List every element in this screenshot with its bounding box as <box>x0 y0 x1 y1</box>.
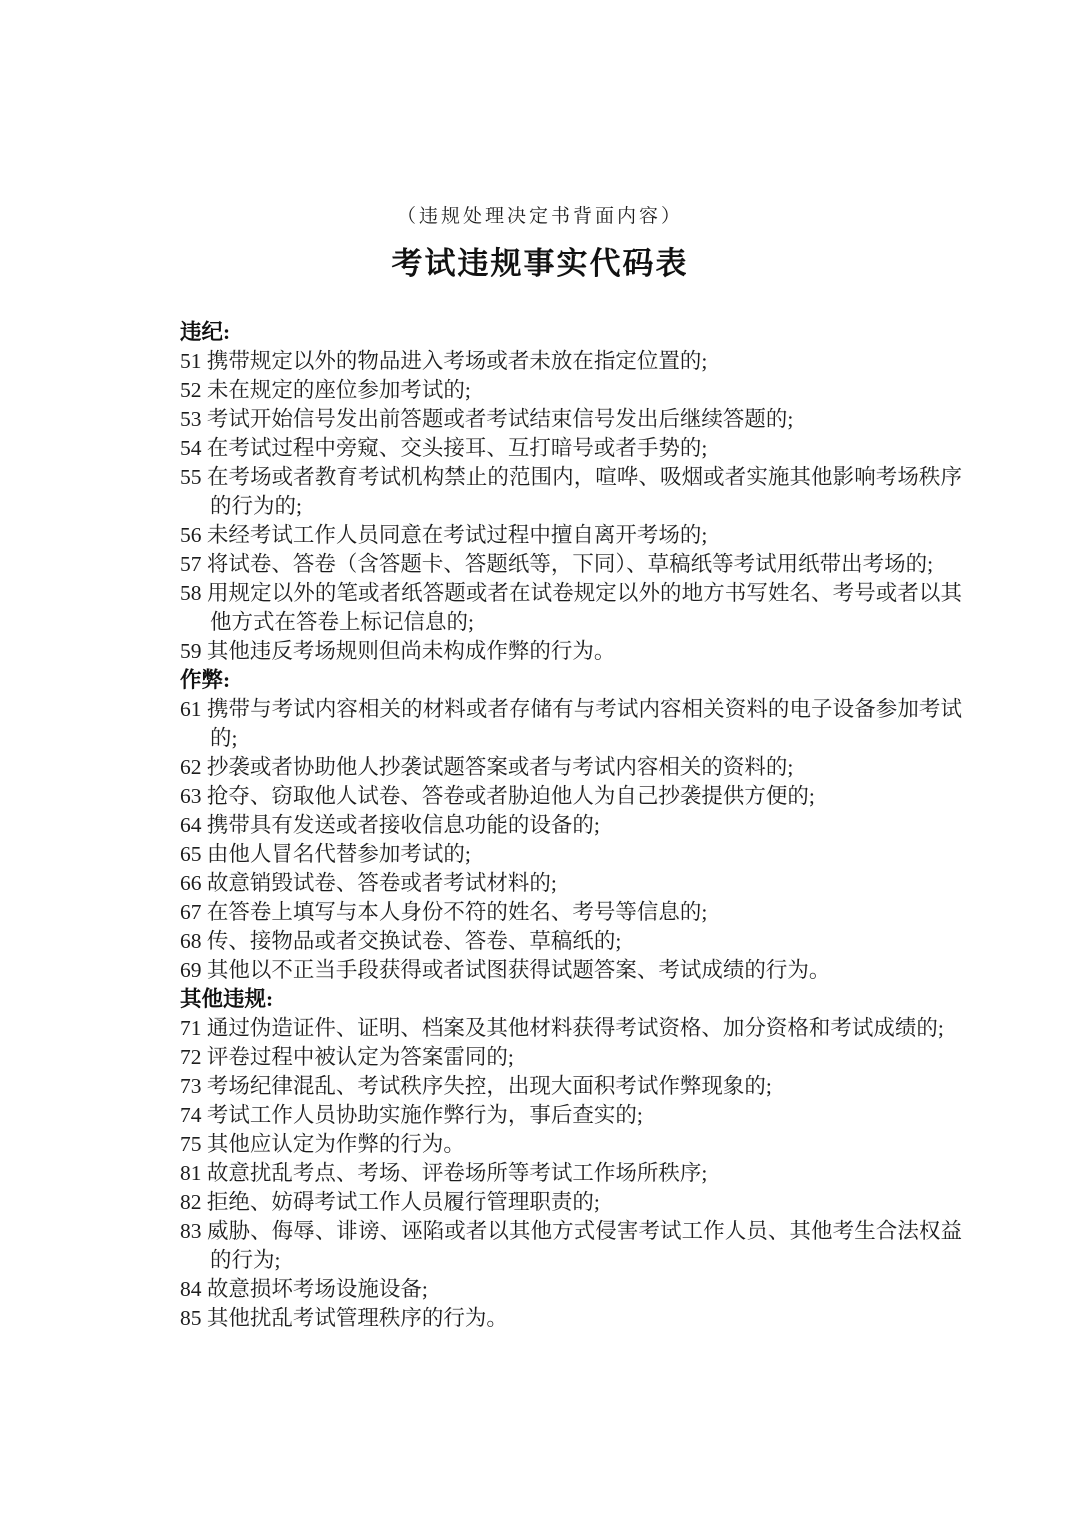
code-number: 55 <box>180 465 202 489</box>
code-text: 在考试过程中旁窥、交头接耳、互打暗号或者手势的; <box>206 436 708 460</box>
code-text: 考试开始信号发出前答题或者考试结束信号发出后继续答题的; <box>206 407 794 431</box>
code-item-53 <box>180 405 962 434</box>
code-item-62 <box>180 753 962 782</box>
code-number: 71 <box>180 1016 202 1040</box>
code-item-51 <box>180 347 962 376</box>
code-item-84 <box>180 1275 962 1304</box>
code-item-58 <box>180 579 962 637</box>
code-text: 故意销毁试卷、答卷或者考试材料的; <box>206 871 557 895</box>
code-number: 52 <box>180 378 202 402</box>
code-text: 携带规定以外的物品进入考场或者未放在指定位置的; <box>206 349 708 373</box>
code-item-52 <box>180 376 962 405</box>
code-number: 62 <box>180 755 202 779</box>
code-text: 由他人冒名代替参加考试的; <box>206 842 471 866</box>
code-item-56 <box>180 521 962 550</box>
code-number: 75 <box>180 1132 202 1156</box>
code-text: 未经考试工作人员同意在考试过程中擅自离开考场的; <box>206 523 708 547</box>
code-item-65 <box>180 840 962 869</box>
code-item-83 <box>180 1217 962 1275</box>
code-text: 用规定以外的笔或者纸答题或者在试卷规定以外的地方书写姓名、考号或者以其他方式在答卷上标记信息的; <box>206 581 962 634</box>
code-item-72 <box>180 1043 962 1072</box>
code-text: 威胁、侮辱、诽谤、诬陷或者以其他方式侵害考试工作人员、其他考生合法权益的行为; <box>206 1219 962 1272</box>
code-text: 在考场或者教育考试机构禁止的范围内，喧哗、吸烟或者实施其他影响考场秩序的行为的; <box>206 465 962 518</box>
code-number: 73 <box>180 1074 202 1098</box>
section-heading: 作弊: <box>180 668 231 692</box>
code-number: 63 <box>180 784 202 808</box>
code-number: 67 <box>180 900 202 924</box>
code-number: 83 <box>180 1219 202 1243</box>
code-text: 携带与考试内容相关的材料或者存储有与考试内容相关资料的电子设备参加考试的; <box>206 697 962 750</box>
section-heading: 违纪: <box>180 320 231 344</box>
code-text: 其他应认定为作弊的行为。 <box>206 1132 465 1156</box>
code-text: 故意损坏考场设施设备; <box>206 1277 428 1301</box>
code-text: 未在规定的座位参加考试的; <box>206 378 471 402</box>
code-number: 53 <box>180 407 202 431</box>
code-number: 56 <box>180 523 202 547</box>
code-text: 故意扰乱考点、考场、评卷场所等考试工作场所秩序; <box>206 1161 708 1185</box>
code-text: 抄袭或者协助他人抄袭试题答案或者与考试内容相关的资料的; <box>206 755 794 779</box>
code-text: 考试工作人员协助实施作弊行为，事后查实的; <box>206 1103 643 1127</box>
code-item-57 <box>180 550 962 579</box>
code-number: 69 <box>180 958 202 982</box>
code-item-85 <box>180 1304 962 1333</box>
code-item-74 <box>180 1101 962 1130</box>
code-number: 54 <box>180 436 202 460</box>
code-item-69 <box>180 956 962 985</box>
code-text: 将试卷、答卷（含答题卡、答题纸等，下同）、草稿纸等考试用纸带出考场的; <box>206 552 934 576</box>
section-heading: 其他违规: <box>180 987 274 1011</box>
code-number: 65 <box>180 842 202 866</box>
code-text: 其他扰乱考试管理秩序的行为。 <box>206 1306 508 1330</box>
code-text: 传、接物品或者交换试卷、答卷、草稿纸的; <box>206 929 622 953</box>
code-item-71 <box>180 1014 962 1043</box>
code-number: 72 <box>180 1045 202 1069</box>
code-item-67 <box>180 898 962 927</box>
code-number: 82 <box>180 1190 202 1214</box>
code-item-55 <box>180 463 962 521</box>
code-text: 抢夺、窃取他人试卷、答卷或者胁迫他人为自己抄袭提供方便的; <box>206 784 815 808</box>
code-item-81 <box>180 1159 962 1188</box>
document-subtitle: （违规处理决定书背面内容） <box>396 206 683 227</box>
code-text: 通过伪造证件、证明、档案及其他材料获得考试资格、加分资格和考试成绩的; <box>206 1016 944 1040</box>
code-number: 64 <box>180 813 202 837</box>
code-number: 85 <box>180 1306 202 1330</box>
code-number: 74 <box>180 1103 202 1127</box>
code-text: 评卷过程中被认定为答案雷同的; <box>206 1045 514 1069</box>
code-number: 61 <box>180 697 202 721</box>
code-item-75 <box>180 1130 962 1159</box>
code-list <box>180 318 962 1333</box>
code-text: 其他违反考场规则但尚未构成作弊的行为。 <box>206 639 616 663</box>
code-number: 84 <box>180 1277 202 1301</box>
code-text: 在答卷上填写与本人身份不符的姓名、考号等信息的; <box>206 900 708 924</box>
code-text: 拒绝、妨碍考试工作人员履行管理职责的; <box>206 1190 600 1214</box>
page-title: 考试违规事实代码表 <box>391 246 689 281</box>
code-item-68 <box>180 927 962 956</box>
code-number: 58 <box>180 581 202 605</box>
code-item-64 <box>180 811 962 840</box>
code-item-66 <box>180 869 962 898</box>
code-item-59 <box>180 637 962 666</box>
code-number: 51 <box>180 349 202 373</box>
code-text: 考场纪律混乱、考试秩序失控，出现大面积考试作弊现象的; <box>206 1074 772 1098</box>
code-number: 57 <box>180 552 202 576</box>
code-number: 68 <box>180 929 202 953</box>
code-text: 携带具有发送或者接收信息功能的设备的; <box>206 813 600 837</box>
code-item-54 <box>180 434 962 463</box>
code-item-63 <box>180 782 962 811</box>
code-number: 81 <box>180 1161 202 1185</box>
code-number: 66 <box>180 871 202 895</box>
code-number: 59 <box>180 639 202 663</box>
code-text: 其他以不正当手段获得或者试图获得试题答案、考试成绩的行为。 <box>206 958 831 982</box>
code-item-82 <box>180 1188 962 1217</box>
code-item-61 <box>180 695 962 753</box>
code-item-73 <box>180 1072 962 1101</box>
